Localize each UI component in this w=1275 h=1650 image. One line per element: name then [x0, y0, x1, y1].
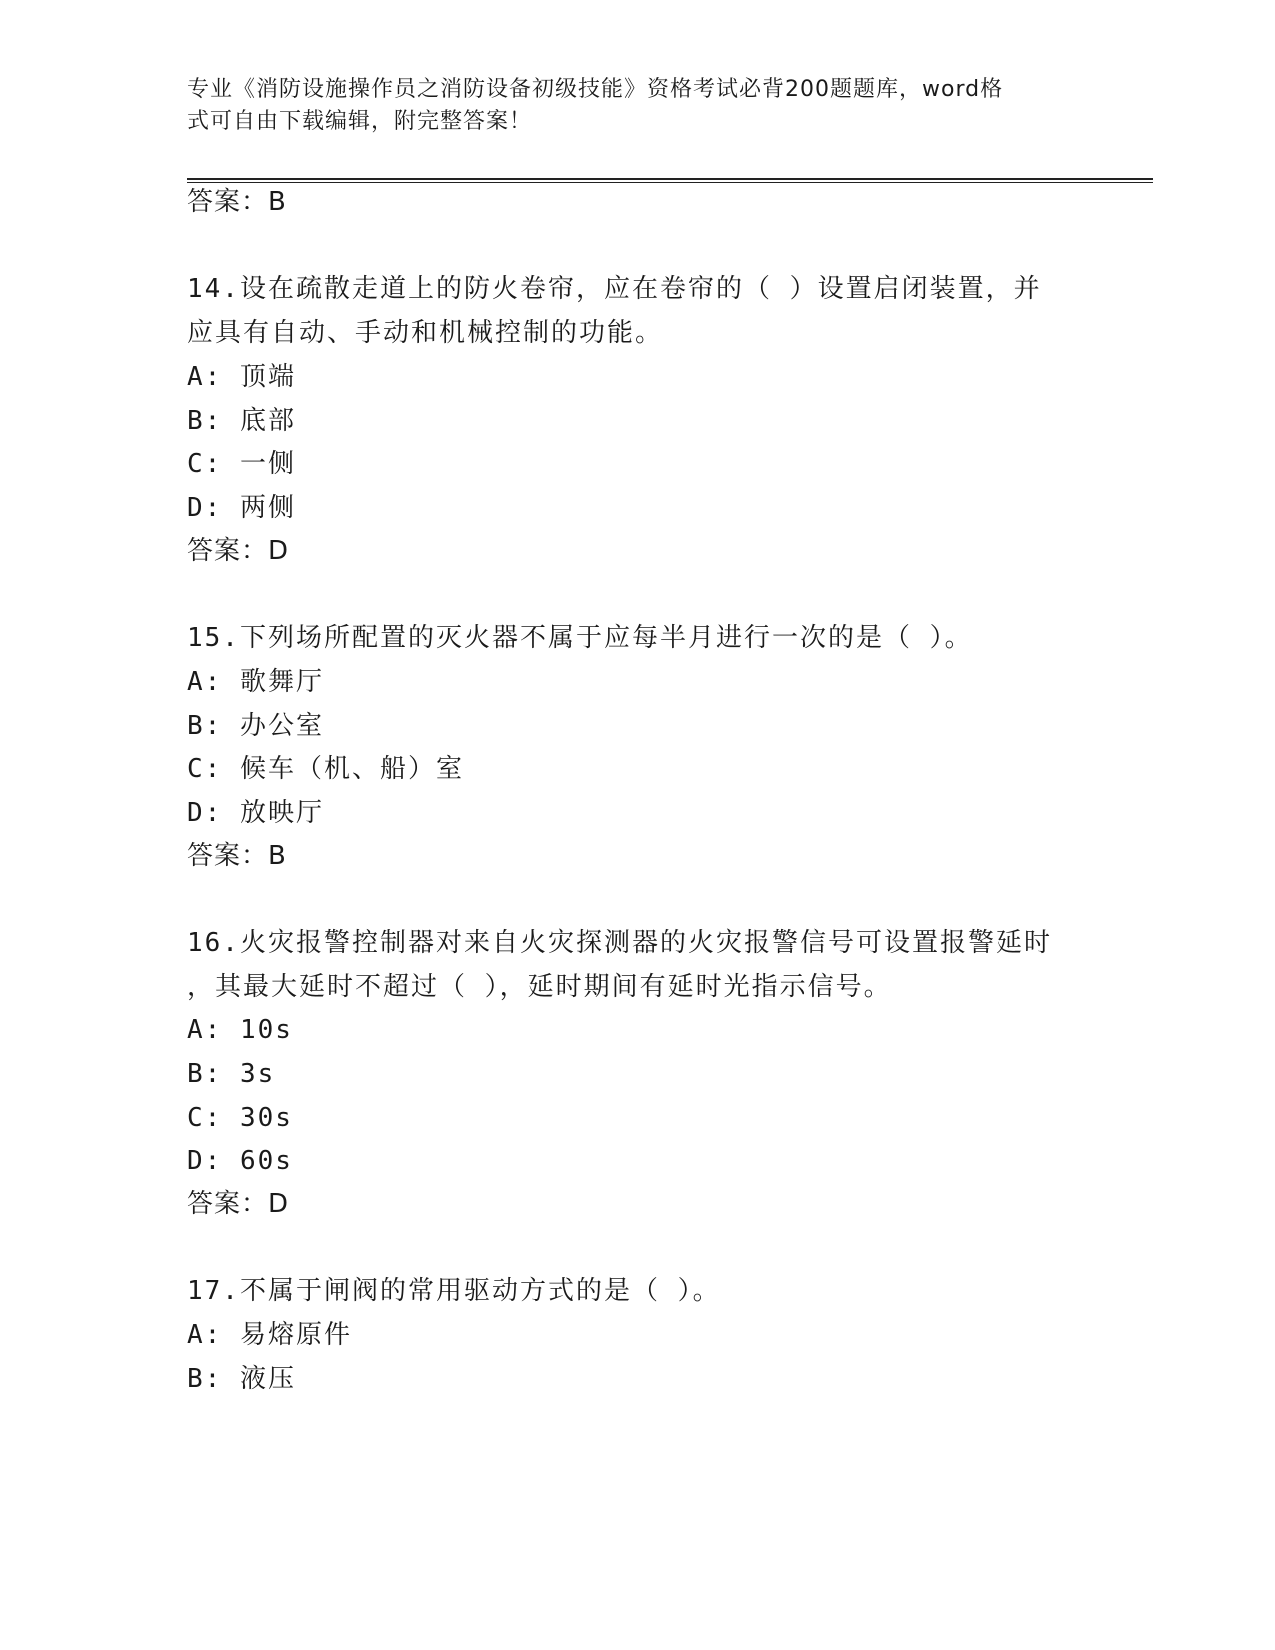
question-14-option-b: B: 底部 — [187, 406, 296, 436]
question-17-option-a: A: 易熔原件 — [187, 1320, 352, 1350]
question-14-stem-line-2: 应具有自动、手动和机械控制的功能。 — [187, 318, 664, 348]
header-divider-thick — [187, 178, 1153, 180]
question-14-stem-line-1: 14.设在疏散走道上的防火卷帘，应在卷帘的（ ）设置启闭装置，并 — [187, 274, 1042, 304]
question-14-option-a: A: 顶端 — [187, 362, 296, 392]
header-divider-thin — [187, 182, 1153, 183]
question-14-option-c: C: 一侧 — [187, 449, 296, 479]
previous-answer: 答案：B — [187, 187, 287, 217]
question-16-answer: 答案：D — [187, 1189, 290, 1219]
question-15-option-a: A: 歌舞厅 — [187, 667, 324, 697]
question-15-option-b: B: 办公室 — [187, 711, 324, 741]
question-17-option-b: B: 液压 — [187, 1364, 296, 1394]
question-16-option-c: C: 30s — [187, 1103, 293, 1133]
question-14-option-d: D: 两侧 — [187, 493, 296, 523]
question-16-option-d: D: 60s — [187, 1146, 293, 1176]
document-header — [187, 74, 1067, 138]
question-16-stem-line-2: ，其最大延时不超过（ ），延时期间有延时光指示信号。 — [187, 972, 892, 1002]
question-15-option-c: C: 候车（机、船）室 — [187, 754, 464, 784]
question-16-stem-line-1: 16.火灾报警控制器对来自火灾探测器的火灾报警信号可设置报警延时 — [187, 928, 1052, 958]
question-15-option-d: D: 放映厅 — [187, 798, 324, 828]
question-17-stem-line-1: 17.不属于闸阀的常用驱动方式的是（ ）。 — [187, 1276, 721, 1306]
question-16-option-b: B: 3s — [187, 1059, 276, 1089]
header-line-2: 式可自由下载编辑，附完整答案！ — [187, 109, 533, 134]
question-16-option-a: A: 10s — [187, 1015, 293, 1045]
question-15-answer: 答案：B — [187, 841, 287, 871]
question-14-answer: 答案：D — [187, 536, 290, 566]
question-15-stem-line-1: 15.下列场所配置的灭火器不属于应每半月进行一次的是（ ）。 — [187, 623, 973, 653]
header-line-1: 专业《消防设施操作员之消防设备初级技能》资格考试必背200题题库，word格 — [187, 77, 1004, 102]
